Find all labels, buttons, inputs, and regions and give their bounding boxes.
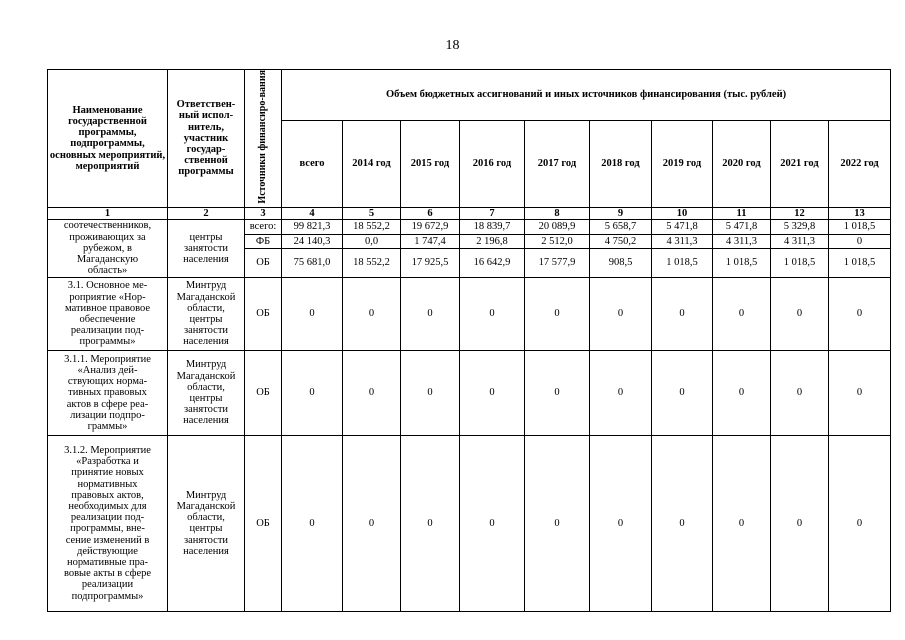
value-cell: 0 [460,277,525,350]
value-cell: 0 [525,277,590,350]
row-responsible: Минтруд Магаданской области, центры занятости населения [168,350,245,435]
header-year-2020: 2020 год [713,120,771,207]
page-number: 18 [445,38,460,53]
row-name: 3.1. Основное ме- роприятие «Нор- мативное правовое обеспечение реализации под- программы» [48,277,168,350]
column-number: 3 [245,207,282,219]
value-cell: 4 311,3 [713,234,771,248]
funding-source: ОБ [245,248,282,277]
header-year-2014: 2014 год [343,120,401,207]
value-cell: 908,5 [590,248,652,277]
column-number: 4 [282,207,343,219]
value-cell: 0 [460,350,525,435]
funding-source: ОБ [245,350,282,435]
value-cell: 0 [343,350,401,435]
value-cell: 24 140,3 [282,234,343,248]
table-row [48,277,891,350]
value-cell: 0 [343,277,401,350]
value-cell: 0 [652,435,713,611]
value-cell: 0 [401,435,460,611]
value-cell: 5 329,8 [771,219,829,234]
column-number: 9 [590,207,652,219]
value-cell: 0 [713,350,771,435]
value-cell: 0 [282,435,343,611]
value-cell: 18 552,2 [343,248,401,277]
value-cell: 1 018,5 [652,248,713,277]
value-cell: 0 [771,277,829,350]
funding-source: ФБ [245,234,282,248]
value-cell: 18 552,2 [343,219,401,234]
header-year-2019: 2019 год [652,120,713,207]
value-cell: 4 311,3 [771,234,829,248]
header-year-2022: 2022 год [829,120,891,207]
value-cell: 0 [282,277,343,350]
column-number: 8 [525,207,590,219]
column-number: 6 [401,207,460,219]
value-cell: 1 018,5 [829,219,891,234]
value-cell: 17 577,9 [525,248,590,277]
header-name: Наименование государственной программы, подпрограммы, основных мероприятий, мероприятий [48,70,168,208]
value-cell: 16 642,9 [460,248,525,277]
row-name: соотечественников, проживающих за рубежом, в Магаданскую область» [48,219,168,277]
funding-source: ОБ [245,277,282,350]
column-number: 11 [713,207,771,219]
header-year-2015: 2015 год [401,120,460,207]
value-cell: 0 [652,350,713,435]
column-number: 1 [48,207,168,219]
budget-table [47,69,891,612]
table-row [48,219,891,234]
value-cell: 1 747,4 [401,234,460,248]
value-cell: 0 [829,350,891,435]
header-year-2021: 2021 год [771,120,829,207]
value-cell: 0 [829,277,891,350]
value-cell: 0 [401,350,460,435]
value-cell: 0 [713,435,771,611]
value-cell: 5 658,7 [590,219,652,234]
value-cell: 0 [829,234,891,248]
value-cell: 0 [590,350,652,435]
value-cell: 99 821,3 [282,219,343,234]
value-cell: 2 196,8 [460,234,525,248]
column-number: 12 [771,207,829,219]
value-cell: 4 750,2 [590,234,652,248]
column-number: 2 [168,207,245,219]
value-cell: 0 [590,277,652,350]
value-cell: 4 311,3 [652,234,713,248]
value-cell: 0 [590,435,652,611]
column-number: 10 [652,207,713,219]
header-year-2016: 2016 год [460,120,525,207]
value-cell: 0 [525,435,590,611]
value-cell: 1 018,5 [829,248,891,277]
value-cell: 0,0 [343,234,401,248]
header-source-label: Источники финансиро-вания [257,70,268,204]
value-cell: 20 089,9 [525,219,590,234]
header-year-2017: 2017 год [525,120,590,207]
table-row [48,435,891,611]
header-year-2018: 2018 год [590,120,652,207]
value-cell: 5 471,8 [713,219,771,234]
column-number: 7 [460,207,525,219]
table-row [48,350,891,435]
column-number: 5 [343,207,401,219]
value-cell: 19 672,9 [401,219,460,234]
value-cell: 0 [829,435,891,611]
value-cell: 0 [460,435,525,611]
header-responsible: Ответствен- ный испол- нитель, участник государ- ственной программы [168,70,245,208]
value-cell: 0 [713,277,771,350]
header-year-total: всего [282,120,343,207]
value-cell: 2 512,0 [525,234,590,248]
row-responsible: центры занятости населения [168,219,245,277]
row-responsible: Минтруд Магаданской области, центры занятости населения [168,435,245,611]
value-cell: 1 018,5 [713,248,771,277]
value-cell: 0 [771,435,829,611]
row-name: 3.1.2. Мероприятие «Разработка и принятие новых нормативных правовых актов, необходимых для реализации под- программы, вне- сение изменений в действующие нормативные пра- вовые акты в сфере реализации подпрограммы» [48,435,168,611]
header-source [245,70,282,208]
column-number: 13 [829,207,891,219]
value-cell: 0 [652,277,713,350]
value-cell: 17 925,5 [401,248,460,277]
row-name: 3.1.1. Мероприятие «Анализ дей- ствующих норма- тивных правовых актов в сфере реа- лизации подпро- граммы» [48,350,168,435]
row-responsible: Минтруд Магаданской области, центры занятости населения [168,277,245,350]
value-cell: 0 [771,350,829,435]
funding-source: всего: [245,219,282,234]
value-cell: 75 681,0 [282,248,343,277]
value-cell: 0 [401,277,460,350]
header-volume: Объем бюджетных ассигнований и иных источников финансирования (тыс. рублей) [282,70,891,121]
value-cell: 1 018,5 [771,248,829,277]
funding-source: ОБ [245,435,282,611]
column-numbers-row [48,207,891,219]
value-cell: 0 [343,435,401,611]
value-cell: 0 [282,350,343,435]
value-cell: 18 839,7 [460,219,525,234]
value-cell: 0 [525,350,590,435]
value-cell: 5 471,8 [652,219,713,234]
